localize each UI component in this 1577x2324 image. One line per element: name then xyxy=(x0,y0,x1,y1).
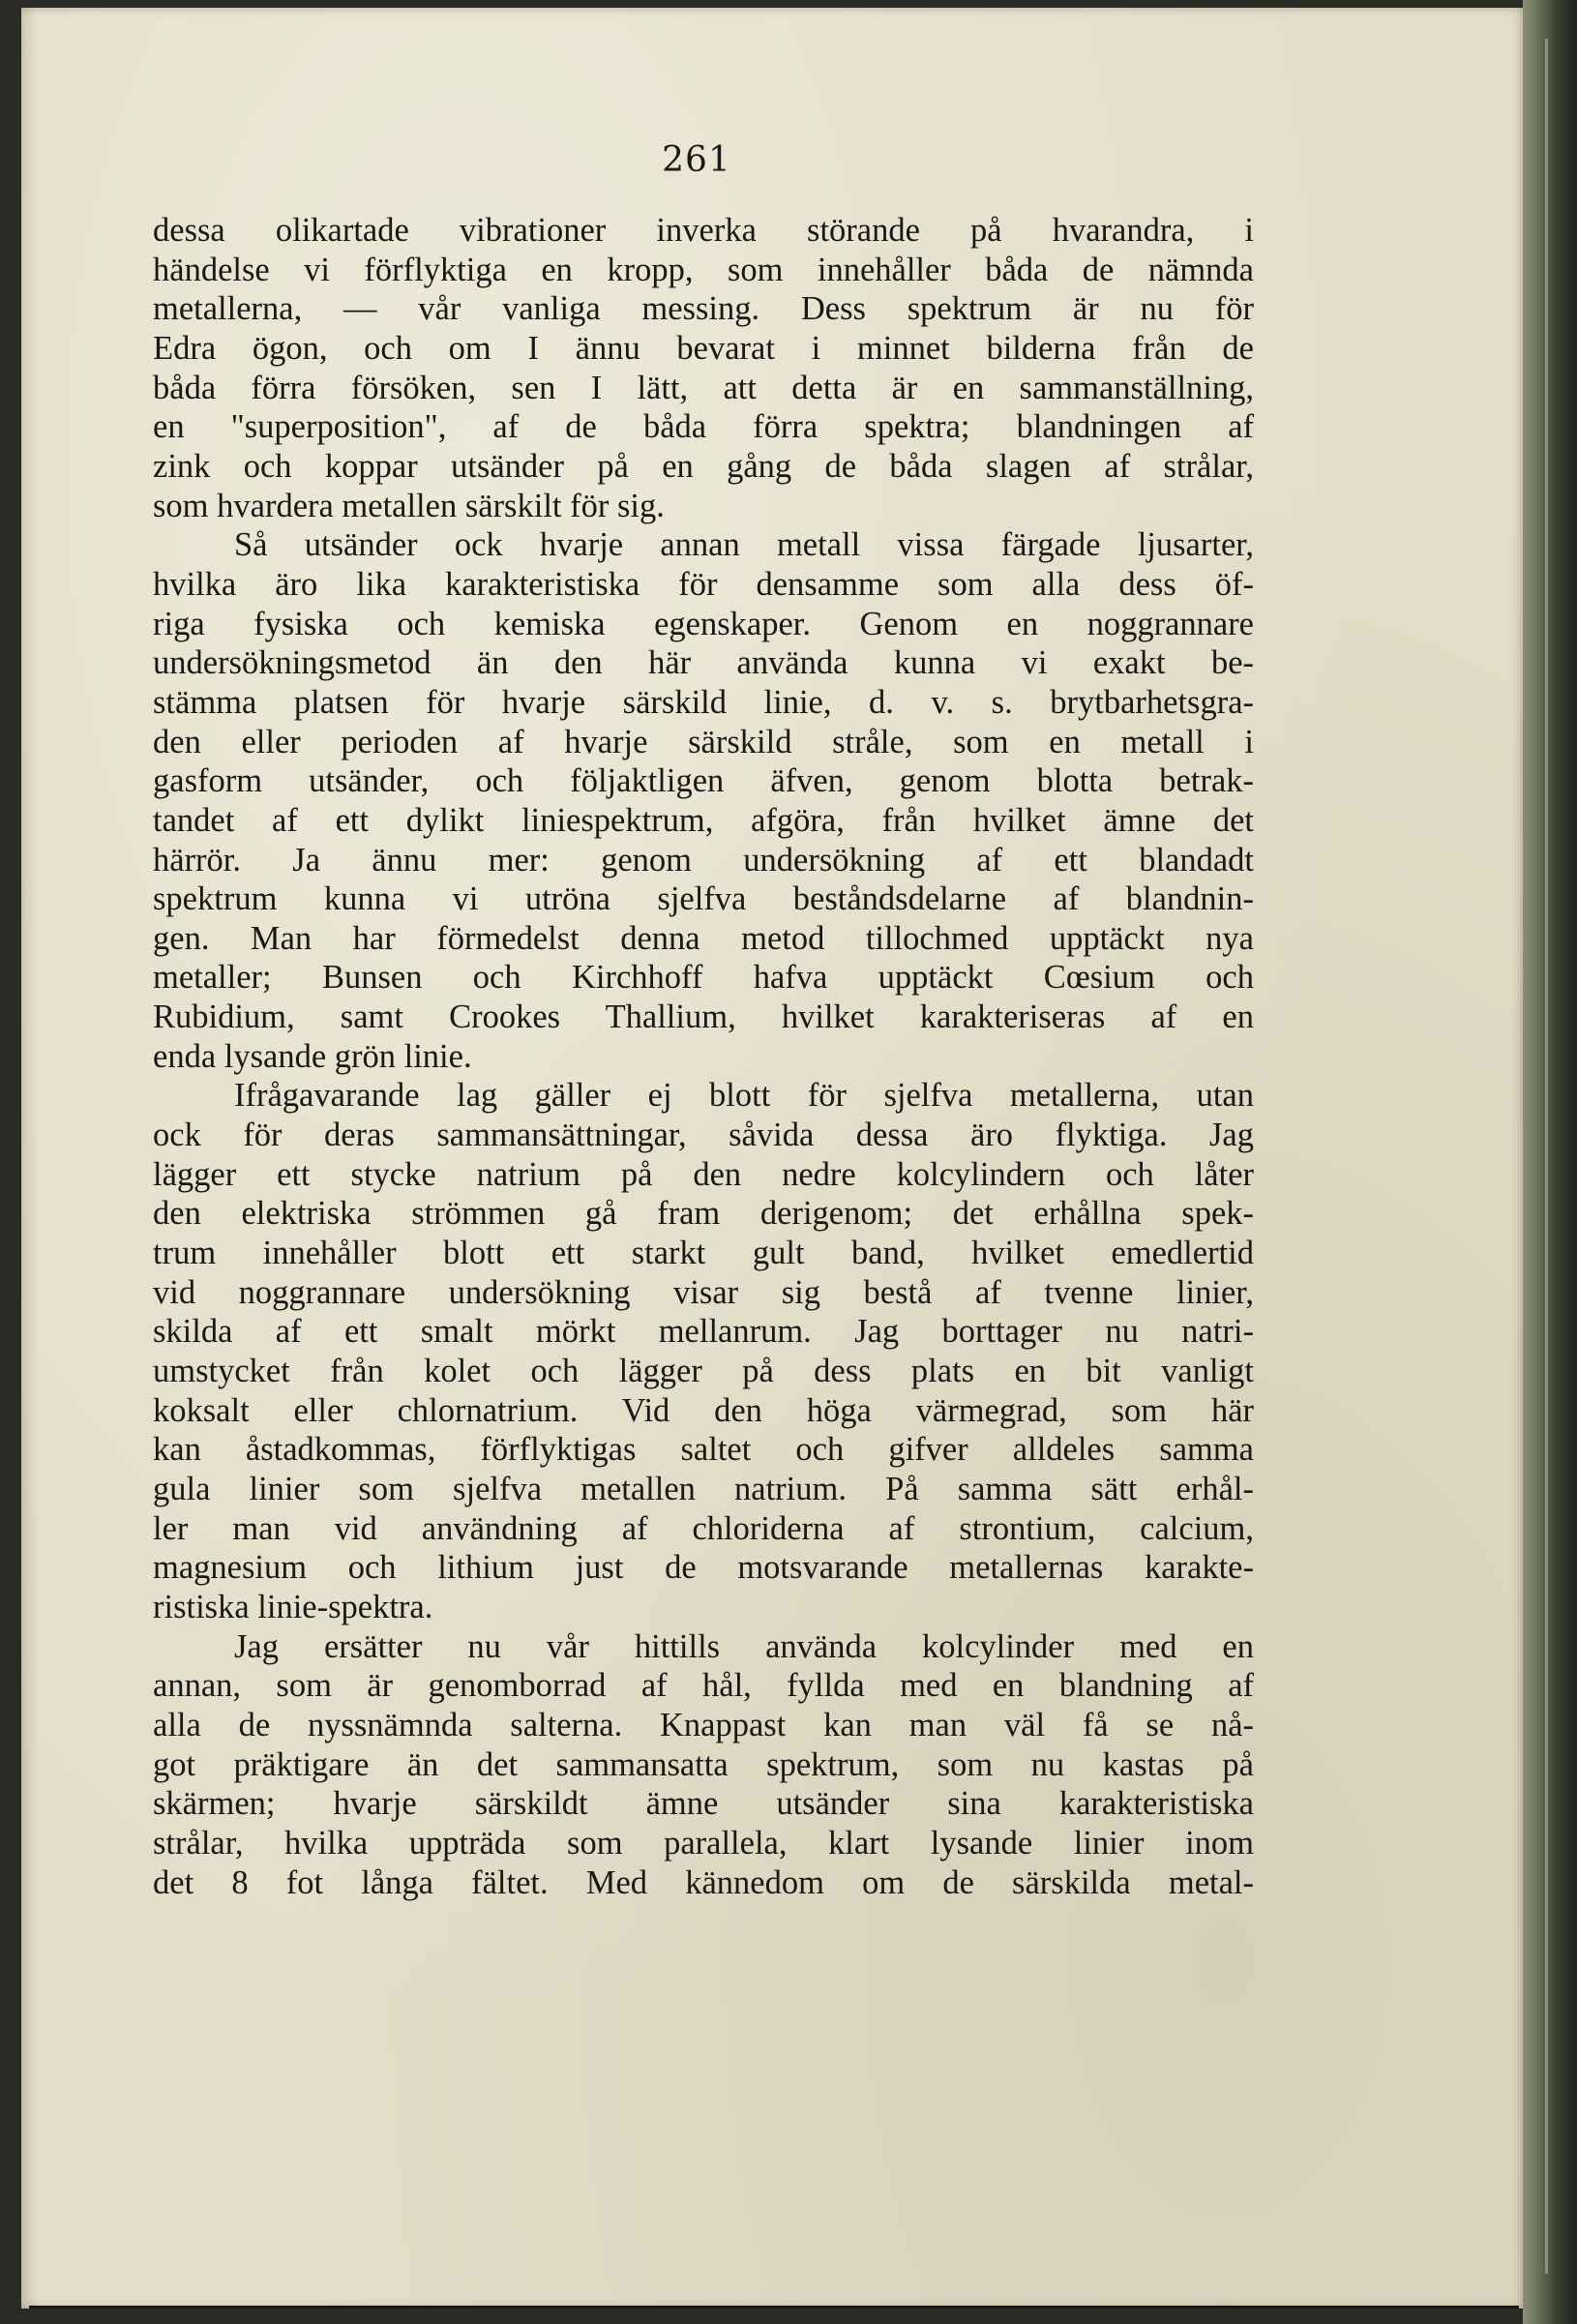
text-line: som hvardera metallen särskilt för sig. xyxy=(153,487,665,524)
text-line: strålar, hvilka uppträda som parallela, klart lysande linier inom xyxy=(153,1824,1254,1862)
text-line: trum innehåller blott ett starkt gult band, hvilket emedlertid xyxy=(153,1235,1254,1272)
text-line: Ifrågavarande lag gäller ej blott för sjelfva metallerna, utan xyxy=(234,1077,1254,1115)
body-text xyxy=(153,211,1254,1902)
text-line: Jag ersätter nu vår hittills använda kolcylinder med en xyxy=(234,1627,1254,1665)
text-line: gula linier som sjelfva metallen natrium. På samma sätt erhål- xyxy=(153,1471,1254,1507)
text-line: metaller; Bunsen och Kirchhoff hafva upptäckt Cœsium och xyxy=(153,959,1254,997)
text-line: kan åstadkommas, förflyktigas saltet och gifver alldeles samma xyxy=(153,1431,1254,1469)
text-line: ristiska linie-spektra. xyxy=(153,1588,433,1625)
text-line: zink och koppar utsänder på en gång de båda slagen af strålar, xyxy=(153,447,1254,485)
text-line: enda lysande grön linie. xyxy=(153,1037,472,1075)
text-line: skärmen; hvarje särskildt ämne utsänder sina karakteristiska xyxy=(153,1785,1254,1823)
text-line: den elektriska strömmen gå fram derigenom; det erhållna spek- xyxy=(153,1195,1254,1233)
text-line: metallerna, — vår vanliga messing. Dess spektrum är nu för xyxy=(153,290,1254,328)
text-line: tandet af ett dylikt liniespektrum, afgöra, från hvilket ämne det xyxy=(153,801,1254,839)
text-line: en "superposition", af de båda förra spektra; blandningen af xyxy=(153,408,1254,446)
text-line: gen. Man har förmedelst denna metod tillochmed upptäckt nya xyxy=(153,919,1254,957)
text-line: Edra ögon, och om I ännu bevarat i minnet bilderna från de xyxy=(153,329,1254,367)
text-line: vid noggrannare undersökning visar sig bestå af tvenne linier, xyxy=(153,1273,1254,1311)
text-line: ler man vid användning af chloriderna af strontium, calcium, xyxy=(153,1509,1254,1547)
text-line: lägger ett stycke natrium på den nedre kolcylindern och låter xyxy=(153,1155,1254,1193)
text-line: gasform utsänder, och följaktligen äfven, genom blotta betrak- xyxy=(153,762,1254,800)
book-edge xyxy=(1523,0,1577,2324)
text-line: härrör. Ja ännu mer: genom undersökning af ett blandadt xyxy=(153,841,1254,879)
page-bottom-edge xyxy=(29,2306,1519,2309)
text-line: got präktigare än det sammansatta spektrum, som nu kastas på xyxy=(153,1745,1254,1783)
text-line: den eller perioden af hvarje särskild stråle, som en metall i xyxy=(153,723,1254,760)
text-line: magnesium och lithium just de motsvarande metallernas karakte- xyxy=(153,1549,1254,1587)
text-line: annan, som är genomborrad af hål, fyllda med en blandning af xyxy=(153,1667,1254,1705)
edge-highlight xyxy=(1545,39,1548,2274)
text-line: Rubidium, samt Crookes Thallium, hvilket karakteriseras af en xyxy=(153,998,1254,1036)
page-number: 261 xyxy=(662,140,731,180)
text-line: undersökningsmetod än den här använda kunna vi exakt be- xyxy=(153,644,1254,682)
text-line: Så utsänder ock hvarje annan metall vissa färgade ljusarter, xyxy=(234,526,1254,564)
text-line: skilda af ett smalt mörkt mellanrum. Jag borttager nu natri- xyxy=(153,1313,1254,1351)
text-line: ock för deras sammansättningar, såvida dessa äro flyktiga. Jag xyxy=(153,1117,1254,1154)
text-line: koksalt eller chlornatrium. Vid den höga värmegrad, som här xyxy=(153,1391,1254,1429)
text-line: umstycket från kolet och lägger på dess plats en bit vanligt xyxy=(153,1353,1254,1390)
text-line: spektrum kunna vi utröna sjelfva beståndsdelarne af blandnin- xyxy=(153,880,1254,918)
text-line: hvilka äro lika karakteristiska för densamme som alla dess öf- xyxy=(153,565,1254,603)
text-line: dessa olikartade vibrationer inverka störande på hvarandra, i xyxy=(153,212,1254,249)
text-line: båda förra försöken, sen I lätt, att detta är en sammanställning, xyxy=(153,369,1254,406)
text-line: det 8 fot långa fältet. Med kännedom om de särskilda metal- xyxy=(153,1863,1254,1901)
text-line: händelse vi förflyktiga en kropp, som innehåller båda de nämnda xyxy=(153,251,1254,288)
text-line: stämma platsen för hvarje särskild linie, d. v. s. brytbarhetsgra- xyxy=(153,683,1254,721)
text-line: riga fysiska och kemiska egenskaper. Genom en noggrannare xyxy=(153,605,1254,642)
text-line: alla de nyssnämnda salterna. Knappast kan man väl få se nå- xyxy=(153,1706,1254,1743)
